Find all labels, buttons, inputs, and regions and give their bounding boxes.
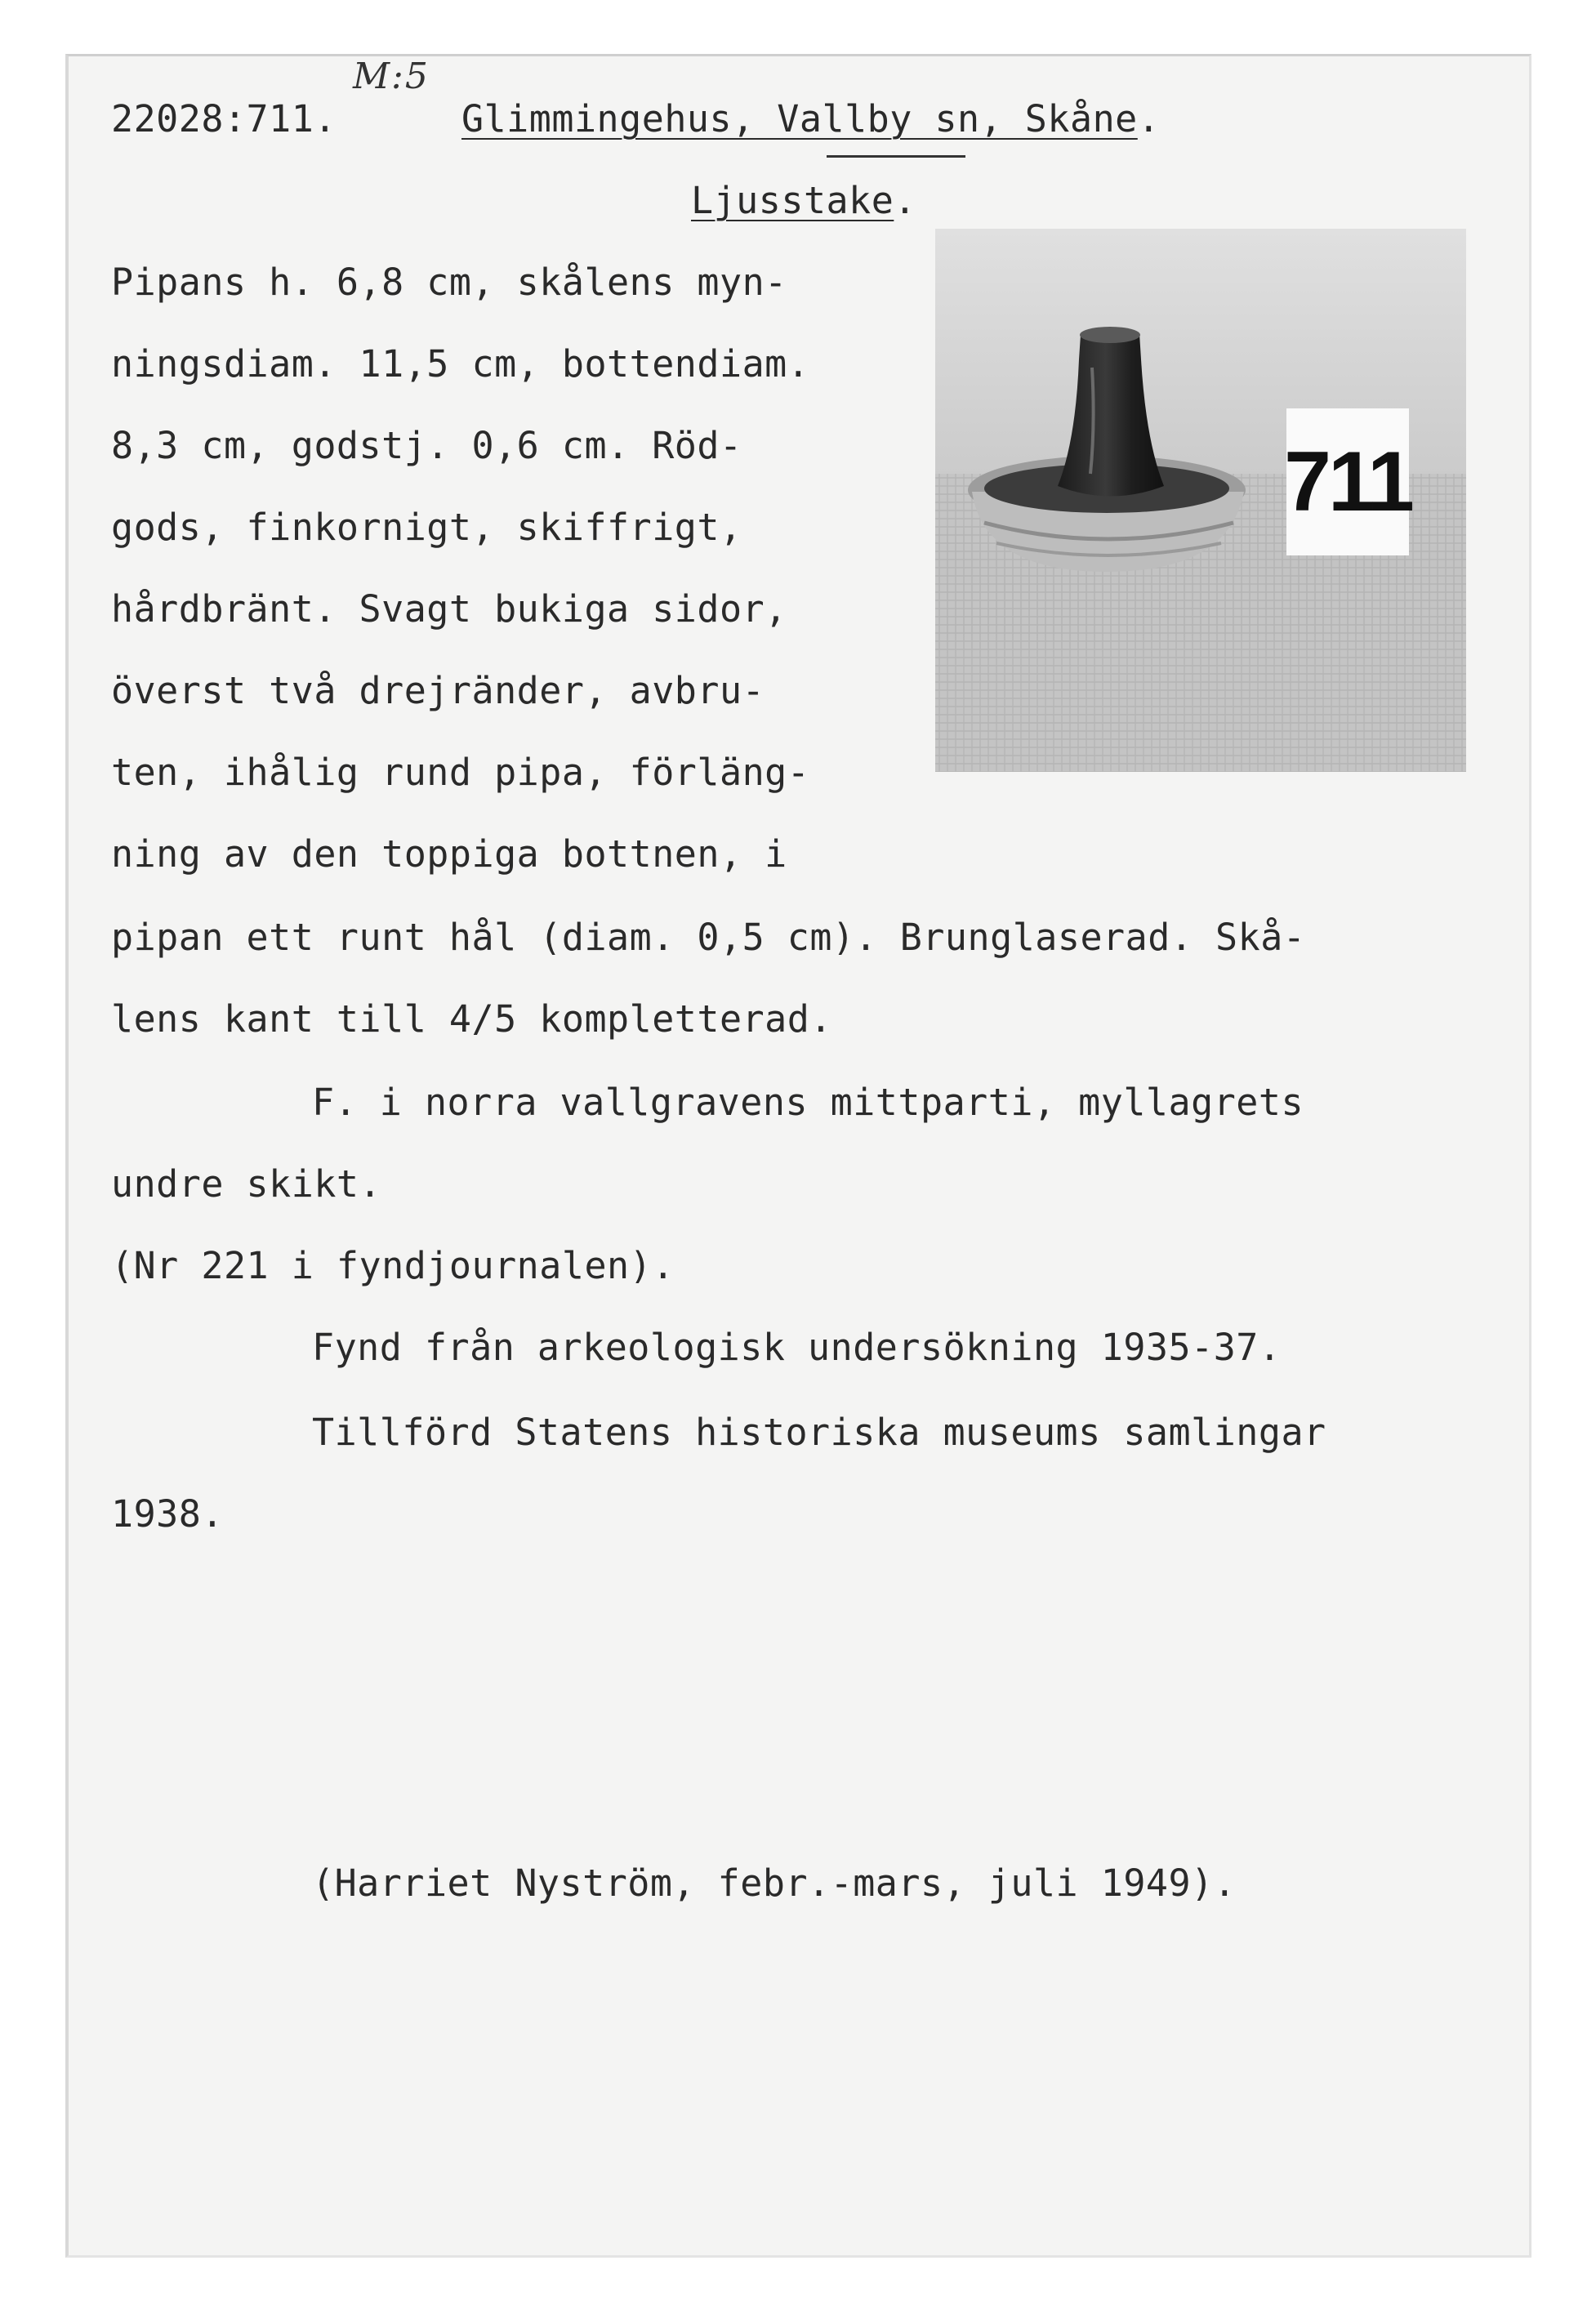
- location-period: .: [1137, 97, 1161, 140]
- pipe-opening: [1080, 327, 1140, 343]
- object-name-period: .: [894, 179, 916, 222]
- object-name-text: Ljusstake: [691, 179, 894, 222]
- description-line-1: Pipans h. 6,8 cm, skålens myn-: [111, 261, 787, 304]
- description-line-6: överst två drejränder, avbru-: [111, 669, 765, 712]
- find-line-2: undre skikt.: [111, 1162, 382, 1206]
- description-line-10: lens kant till 4/5 kompletterad.: [111, 997, 832, 1041]
- description-line-8: ning av den toppiga bottnen, i: [111, 832, 787, 876]
- description-line-7: ten, ihålig rund pipa, förläng-: [111, 751, 810, 794]
- object-name: [691, 178, 916, 224]
- description-line-9: pipan ett runt hål (diam. 0,5 cm). Brunglaserad. Skå-: [111, 916, 1306, 959]
- accession-line-1: Tillförd Statens historiska museums samlingar: [312, 1411, 1326, 1454]
- candlestick-photo: [935, 229, 1466, 772]
- description-line-5: hårdbränt. Svagt bukiga sidor,: [111, 587, 787, 631]
- find-line-1: F. i norra vallgravens mittparti, myllagrets: [312, 1081, 1304, 1124]
- heading-divider: [827, 155, 965, 158]
- excavation-line: Fynd från arkeologisk undersökning 1935-37.: [312, 1326, 1282, 1369]
- location-heading: [461, 96, 1160, 142]
- find-line-3: (Nr 221 i fyndjournalen).: [111, 1244, 675, 1287]
- photo-number-tag: 711: [1286, 408, 1409, 555]
- accession-line-2: 1938.: [111, 1492, 224, 1536]
- description-line-3: 8,3 cm, godstj. 0,6 cm. Röd-: [111, 424, 742, 467]
- handwritten-note: M:5: [353, 56, 430, 97]
- description-line-2: ningsdiam. 11,5 cm, bottendiam.: [111, 342, 810, 386]
- author-line: (Harriet Nyström, febr.-mars, juli 1949).: [312, 1861, 1237, 1905]
- location-text: Glimmingehus, Vallby sn, Skåne: [461, 97, 1138, 140]
- description-line-4: gods, finkornigt, skiffrigt,: [111, 506, 742, 549]
- catalog-number: 22028:711.: [111, 97, 337, 140]
